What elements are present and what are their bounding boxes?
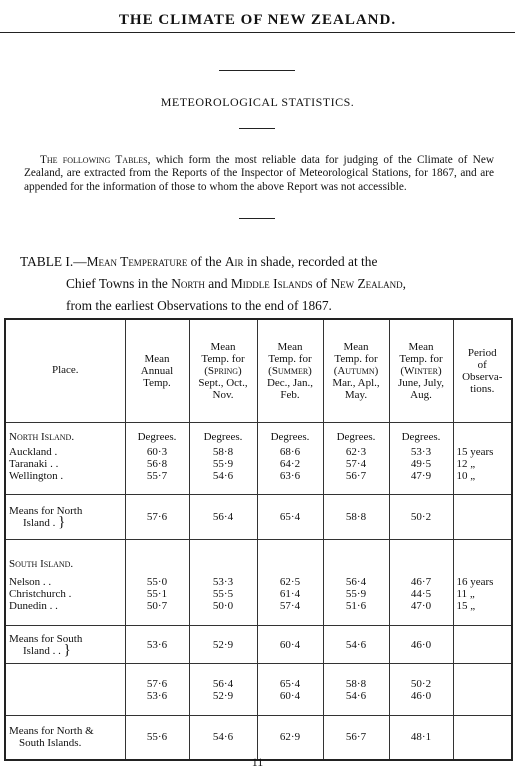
south-period-cell: 16 years 11 „ 15 „: [453, 540, 512, 626]
section-title: METEOROLOGICAL STATISTICS.: [160, 95, 355, 109]
caption-text: in shade, recorded at the: [243, 254, 378, 269]
combined-spring: 56·4 52·9: [189, 664, 257, 716]
combined-label: [5, 664, 125, 716]
north-winter-cell: Degrees. 53·3 49·5 47·9: [389, 423, 453, 495]
north-means-spring: 56·4: [189, 495, 257, 540]
south-autumn-cell: 56·4 55·9 51·6: [323, 540, 389, 626]
south-means-label: Means for South Island . . }: [5, 626, 125, 664]
caption-text: of: [312, 276, 331, 291]
running-title: THE CLIMATE OF NEW ZEALAND.: [118, 12, 397, 28]
header-summer: Mean Temp. for (Summer) Dec., Jan., Feb.: [257, 319, 323, 423]
place-name: Dunedin: [9, 600, 47, 612]
south-annual-cell: 55·0 55·1 50·7: [125, 540, 189, 626]
temperature-table: [4, 318, 513, 761]
north-autumn-cell: Degrees. 62·3 57·4 56·7: [323, 423, 389, 495]
south-place-cell: South Island. Nelson . . Christchurch . Dunedin . .: [5, 540, 125, 626]
table-row: [5, 664, 512, 716]
combined-autumn: 58·8 54·6: [323, 664, 389, 716]
south-means-summer: 60·4: [257, 626, 323, 664]
combined-period: [453, 664, 512, 716]
overall-annual: 55·6: [125, 716, 189, 760]
caption-text: North: [171, 276, 205, 291]
caption-text: Mean Temperature: [86, 254, 188, 269]
intro-paragraph: [24, 154, 494, 194]
intro-lead: The following Tables,: [40, 154, 151, 166]
header-place: Place.: [5, 319, 125, 423]
page-number: 11: [251, 755, 264, 769]
north-means-period: [453, 495, 512, 540]
north-means-annual: 57·6: [125, 495, 189, 540]
header-annual: Mean Annual Temp.: [125, 319, 189, 423]
divider-rule: [219, 70, 295, 71]
place-name: Taranaki: [9, 458, 48, 470]
place-name: Auckland: [9, 446, 52, 458]
overall-means-label: Means for North & South Islands.: [5, 716, 125, 760]
header-winter: Mean Temp. for (Winter) June, July, Aug.: [389, 319, 453, 423]
south-means-winter: 46·0: [389, 626, 453, 664]
combined-winter: 50·2 46·0: [389, 664, 453, 716]
north-annual-cell: Degrees. 60·3 56·8 55·7: [125, 423, 189, 495]
north-period-cell: 15 years 12 „ 10 „: [453, 423, 512, 495]
overall-autumn: 56·7: [323, 716, 389, 760]
north-heading: North Island.: [9, 431, 75, 443]
caption-text: from the earliest Observations to the end of 1867.: [66, 298, 332, 313]
caption-text: New Zealand: [330, 276, 403, 291]
south-heading: South Island.: [9, 558, 74, 570]
table-row: [5, 495, 512, 540]
south-means-autumn: 54·6: [323, 626, 389, 664]
south-summer-cell: 62·5 61·4 57·4: [257, 540, 323, 626]
table-caption: [20, 251, 500, 317]
north-summer-cell: Degrees. 68·6 64·2 63·6: [257, 423, 323, 495]
caption-text: and: [204, 276, 231, 291]
place-name: Christchurch: [9, 588, 66, 600]
north-means-autumn: 58·8: [323, 495, 389, 540]
table-header-row: [5, 319, 512, 423]
north-place-cell: North Island. Auckland . Taranaki . . Wellington .: [5, 423, 125, 495]
caption-text: Middle Islands: [230, 276, 313, 291]
south-means-annual: 53·6: [125, 626, 189, 664]
north-spring-cell: Degrees. 58·8 55·9 54·6: [189, 423, 257, 495]
table-row: [5, 716, 512, 760]
table-row: [5, 540, 512, 626]
overall-winter: 48·1: [389, 716, 453, 760]
south-means-period: [453, 626, 512, 664]
place-name: Nelson: [9, 576, 41, 588]
table-row: [5, 626, 512, 664]
north-means-summer: 65·4: [257, 495, 323, 540]
intro-text: which form the most reliable data for judging of the Climate of New Zealand, are extracted from the Reports of the Inspector of Meteorological Stations, for 1867, and are appended for the information of those to whom the above Report was not accessible.: [24, 154, 494, 193]
header-spring: Mean Temp. for (Spring) Sept., Oct., Nov.: [189, 319, 257, 423]
south-spring-cell: 53·3 55·5 50·0: [189, 540, 257, 626]
table-row: [5, 423, 512, 495]
caption-text: of the: [187, 254, 225, 269]
north-means-winter: 50·2: [389, 495, 453, 540]
header-period: Period of Observa- tions.: [453, 319, 512, 423]
north-means-label: Means for North Island . }: [5, 495, 125, 540]
combined-summer: 65·4 60·4: [257, 664, 323, 716]
caption-text: Air: [224, 254, 244, 269]
south-means-spring: 52·9: [189, 626, 257, 664]
header-rule: [0, 32, 515, 33]
overall-summer: 62·9: [257, 716, 323, 760]
caption-text: ,: [402, 276, 406, 291]
divider-rule: [239, 128, 275, 129]
overall-spring: 54·6: [189, 716, 257, 760]
south-winter-cell: 46·7 44·5 47·0: [389, 540, 453, 626]
place-name: Wellington: [9, 470, 58, 482]
caption-text: Chief Towns in the: [66, 276, 172, 291]
combined-annual: 57·6 53·6: [125, 664, 189, 716]
divider-rule: [239, 218, 275, 219]
header-autumn: Mean Temp. for (Autumn) Mar., Apl., May.: [323, 319, 389, 423]
caption-label: TABLE I.—: [20, 254, 87, 269]
overall-period: [453, 716, 512, 760]
